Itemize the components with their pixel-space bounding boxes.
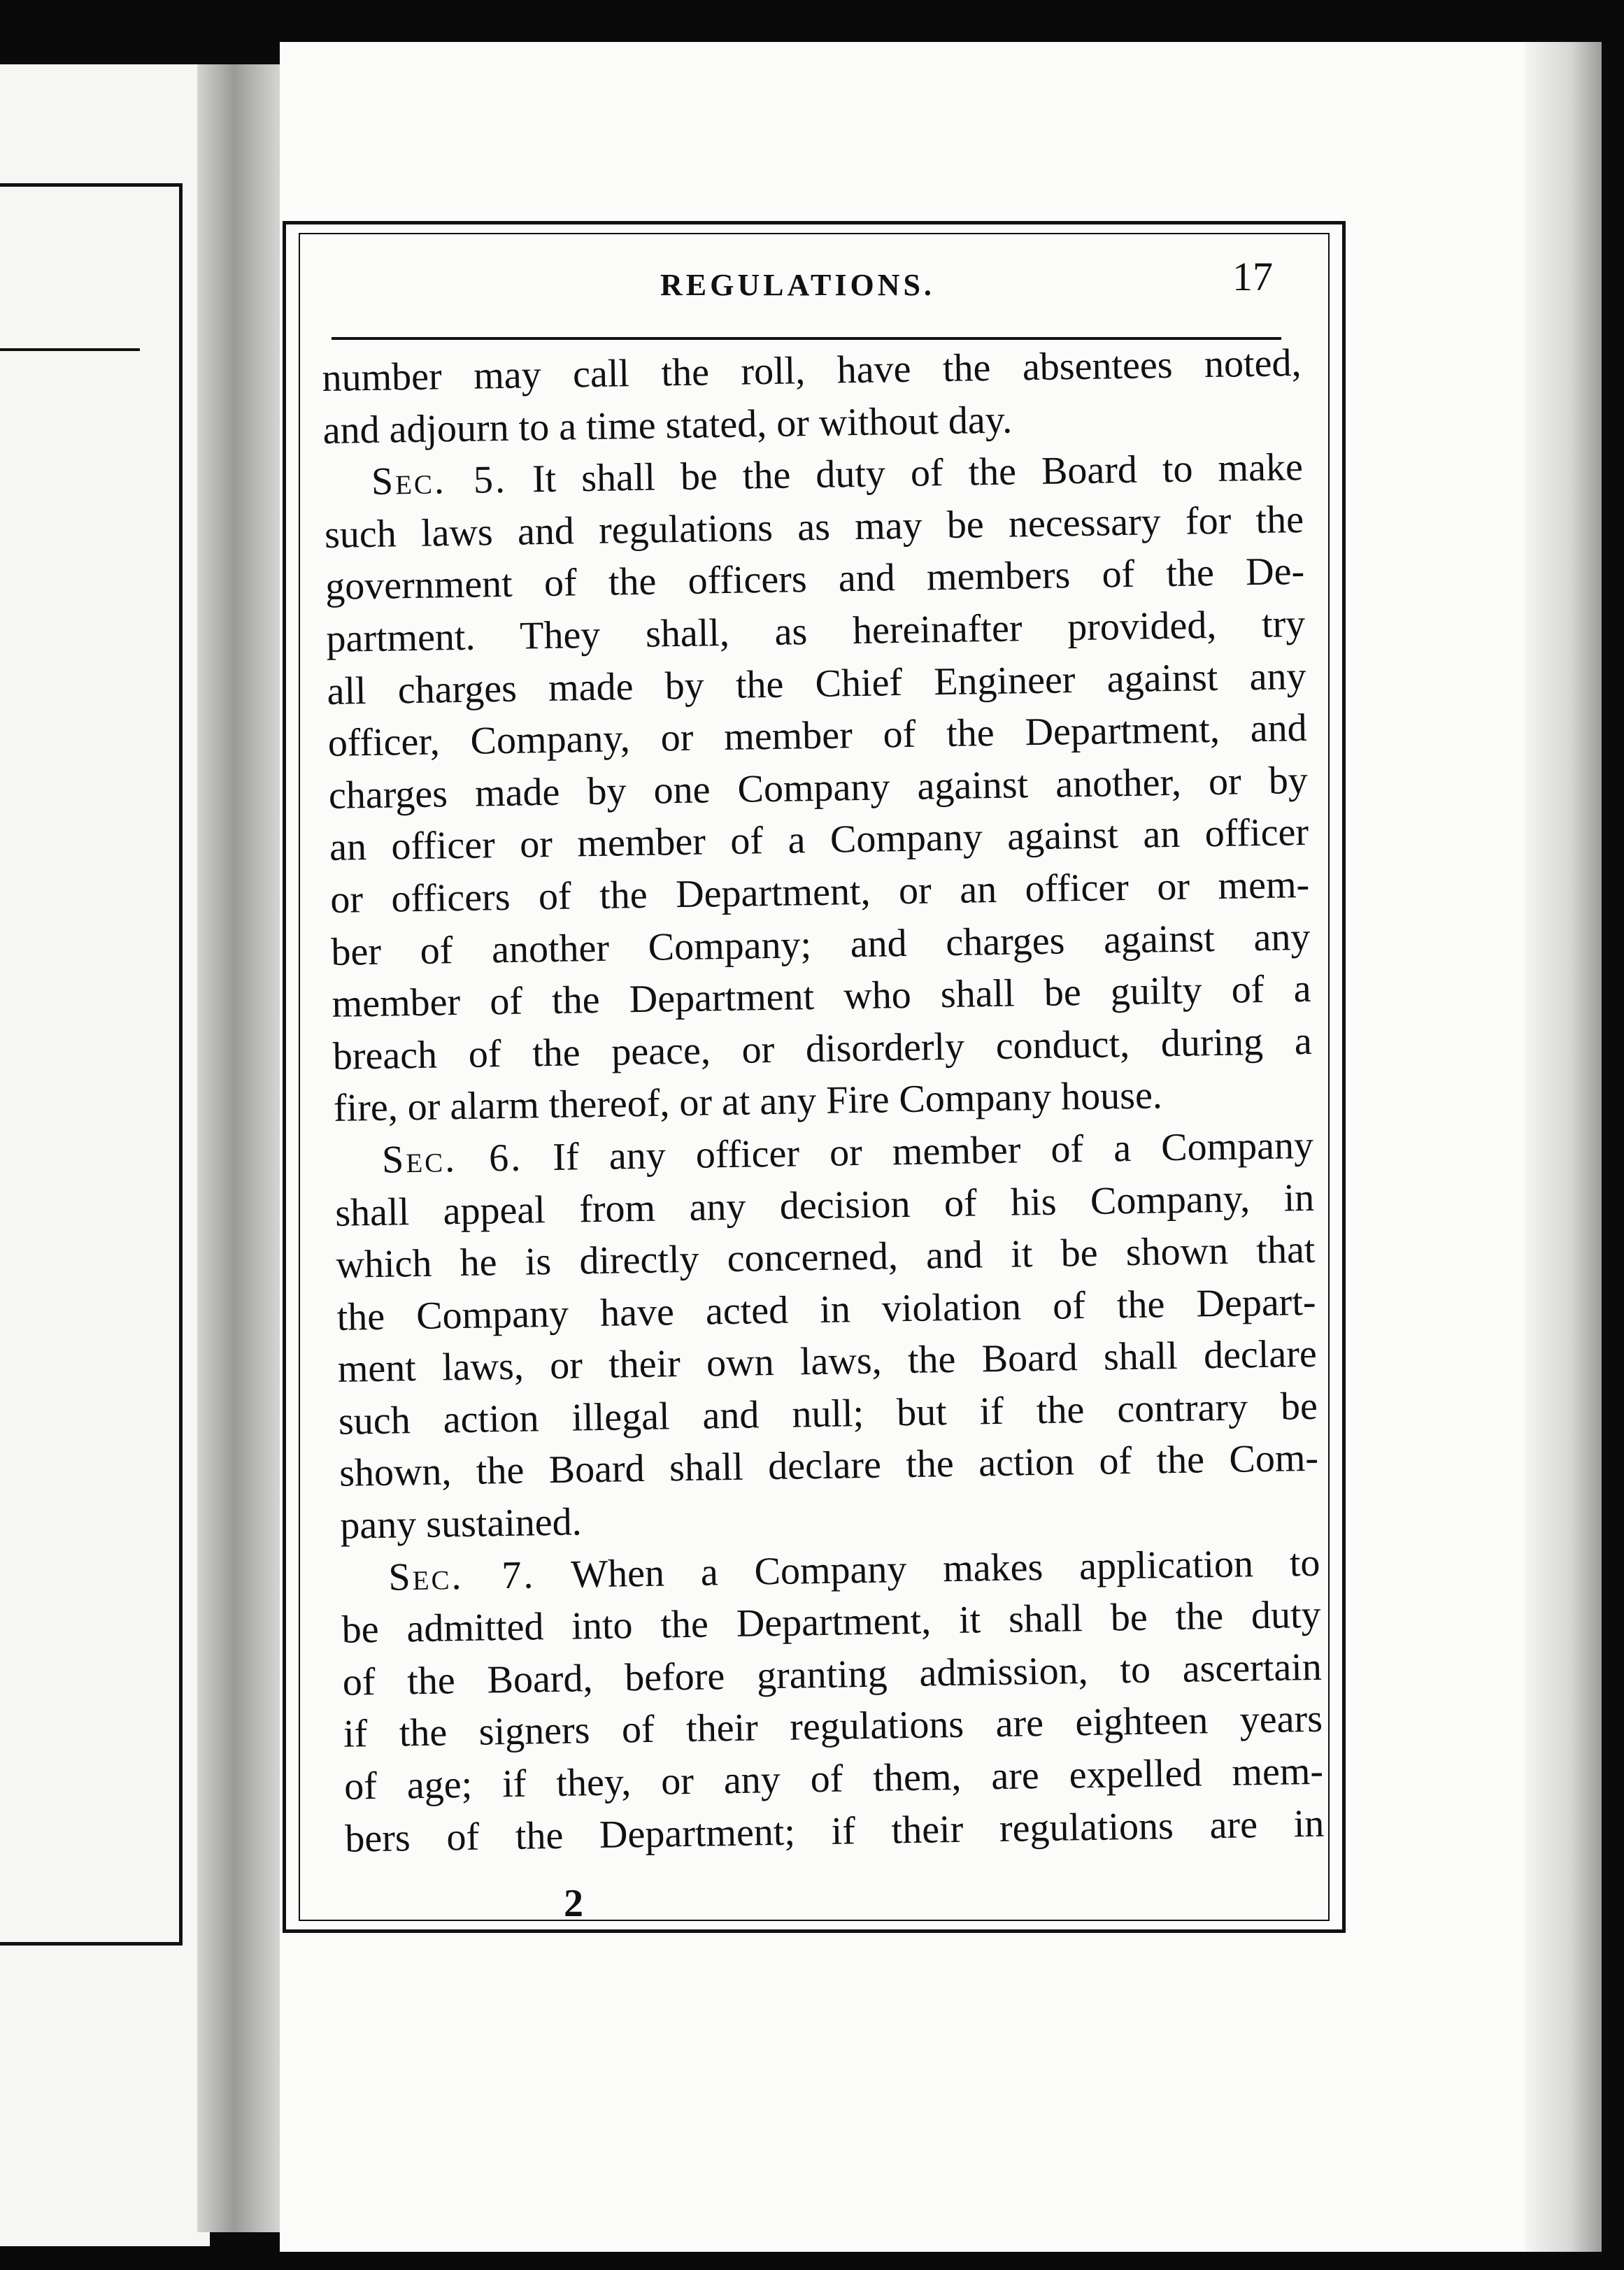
- text-line: shown, the Board shall declare the action of the Com-: [339, 1436, 1319, 1496]
- text-line: pany sustained.: [339, 1500, 583, 1548]
- section-label: Sec. 6.: [381, 1136, 523, 1182]
- text-line: partment. They shall, as hereinafter provided, try: [325, 601, 1306, 661]
- page-edge: [1525, 42, 1602, 2252]
- text-line: ment laws, or their own laws, the Board shall declare: [337, 1332, 1318, 1392]
- text-line: or officers of the Department, or an officer or mem-: [329, 862, 1310, 922]
- text-line: shall appeal from any decision of his Company, in: [334, 1176, 1315, 1235]
- text-line: member of the Department who shall be guilty of a: [332, 967, 1311, 1027]
- body-text: [322, 337, 1325, 1865]
- text-line: and adjourn to a time stated, or without day.: [322, 398, 1013, 452]
- section-label: Sec. 7.: [388, 1553, 536, 1599]
- text-line: all charges made by the Chief Engineer against any: [327, 654, 1306, 713]
- text-line: number may call the roll, have the absentees noted,: [322, 341, 1302, 400]
- text-line: if the signers of their regulations are eighteen years: [343, 1697, 1323, 1757]
- text-line: of the Board, before granting admission, to ascertain: [342, 1645, 1323, 1704]
- text-line: of age; if they, or any of them, are expelled mem-: [343, 1749, 1324, 1808]
- text-line: breach of the peace, or disorderly conduct, during a: [332, 1019, 1313, 1078]
- text-line: the Company have acted in violation of the Depart-: [336, 1280, 1316, 1339]
- text-run: If any officer or member of a Company: [552, 1123, 1314, 1179]
- text-line: officer, Company, or member of the Department, and: [327, 706, 1308, 766]
- previous-page-head-rule: [0, 348, 140, 351]
- text-line: government of the officers and members of the De-: [325, 550, 1305, 609]
- text-line: be admitted into the Department, it shall be the duty: [341, 1593, 1322, 1652]
- text-line: such action illegal and null; but if the contrary be: [338, 1384, 1318, 1443]
- text-run: When a Company makes application to: [570, 1541, 1320, 1597]
- page-number: 17: [1232, 254, 1273, 299]
- running-head: REGULATIONS.: [660, 268, 935, 302]
- text-line: which he is directly concerned, and it be shown that: [336, 1227, 1316, 1287]
- text-line: such laws and regulations as may be necessary for the: [324, 497, 1304, 557]
- signature-mark: 2: [564, 1882, 583, 1925]
- text-line: ber of another Company; and charges against any: [330, 915, 1311, 974]
- text-line: charges made by one Company against another, or by: [328, 758, 1309, 818]
- text-line: an officer or member of a Company against an officer: [329, 811, 1309, 870]
- text-line: fire, or alarm thereof, or at any Fire Company house.: [333, 1073, 1163, 1131]
- previous-page-frame: [0, 183, 183, 1946]
- text-run: It shall be the duty of the Board to make: [532, 445, 1304, 501]
- section-label: Sec. 5.: [371, 458, 508, 504]
- text-line: bers of the Department; if their regulations are in: [344, 1801, 1325, 1861]
